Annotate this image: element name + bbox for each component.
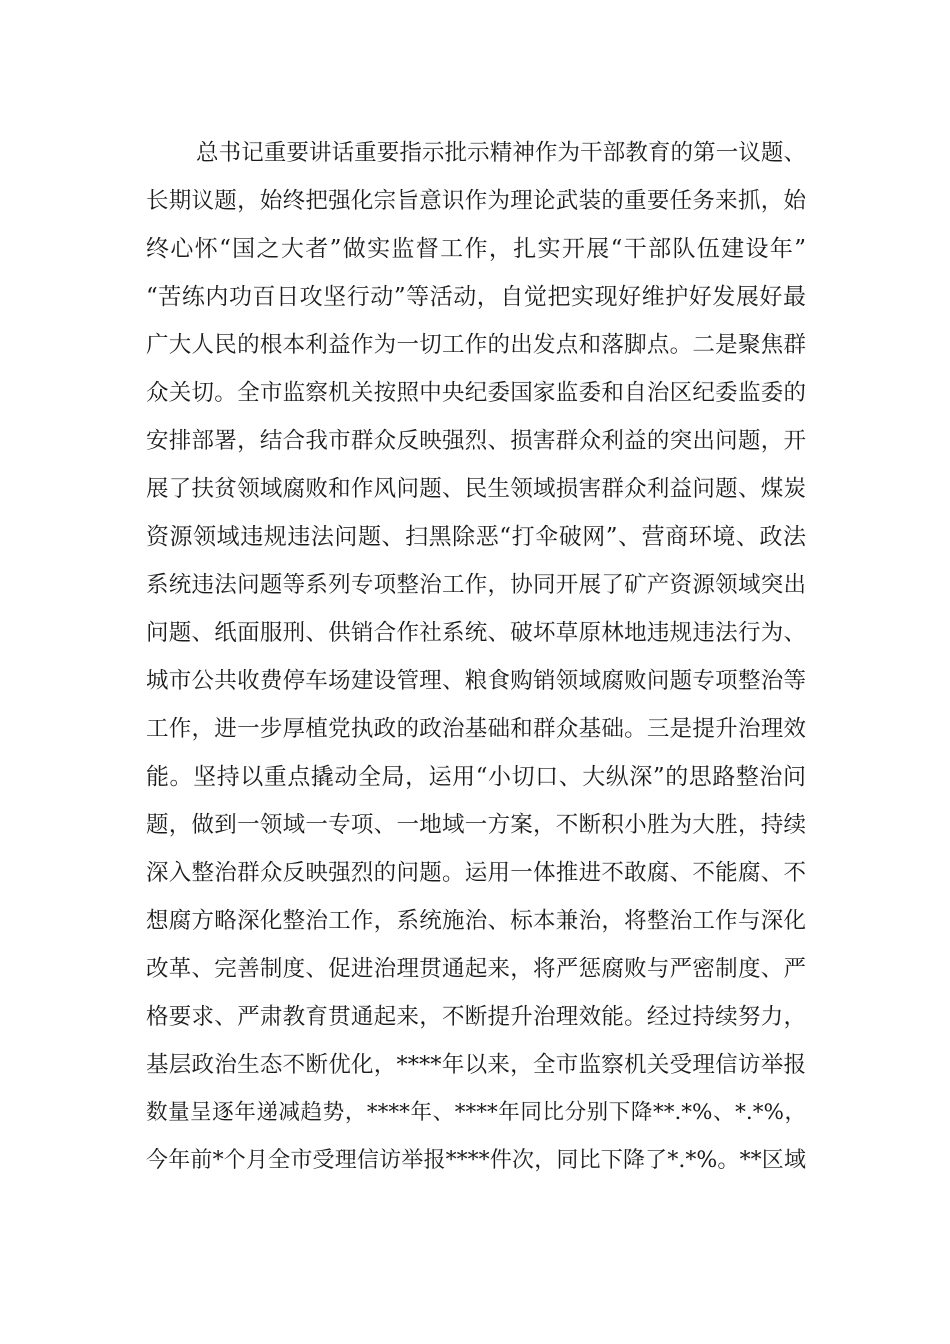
paragraph-line-2: 长期议题，始终把强化宗旨意识作为理论武装的重要任务来抓，始 (146, 188, 806, 214)
paragraph-line-14: 能。坚持以重点撬动全局，运用“小切口、大纵深”的思路整治问 (146, 764, 806, 790)
paragraph-line-21: 数量呈逐年递减趋势，****年、****年同比分别下降**.*%、*.*%， (146, 1100, 806, 1125)
paragraph-line-10: 系统违法问题等系列专项整治工作，协同开展了矿产资源领域突出 (146, 572, 806, 598)
paragraph-line-7: 安排部署，结合我市群众反映强烈、损害群众利益的突出问题，开 (146, 428, 806, 454)
paragraph-line-18: 改革、完善制度、促进治理贯通起来，将严惩腐败与严密制度、严 (146, 956, 806, 982)
paragraph-line-12: 城市公共收费停车场建设管理、粮食购销领域腐败问题专项整治等 (146, 668, 806, 694)
paragraph-line-19: 格要求、严肃教育贯通起来，不断提升治理效能。经过持续努力， (146, 1004, 806, 1030)
paragraph-line-11: 问题、纸面服刑、供销合作社系统、破坏草原林地违规违法行为、 (146, 620, 806, 646)
paragraph-line-13: 工作，进一步厚植党执政的政治基础和群众基础。三是提升治理效 (146, 716, 806, 742)
paragraph-line-5: 广大人民的根本利益作为一切工作的出发点和落脚点。二是聚焦群 (146, 332, 806, 358)
paragraph-line-20: 基层政治生态不断优化，****年以来，全市监察机关受理信访举报 (146, 1052, 806, 1078)
paragraph-line-6: 众关切。全市监察机关按照中央纪委国家监委和自治区纪委监委的 (146, 380, 806, 406)
paragraph-line-1: 总书记重要讲话重要指示批示精神作为干部教育的第一议题、 (196, 140, 806, 166)
paragraph-line-15: 题，做到一领域一专项、一地域一方案，不断积小胜为大胜，持续 (146, 812, 806, 838)
paragraph-line-17: 想腐方略深化整治工作，系统施治、标本兼治，将整治工作与深化 (146, 908, 806, 934)
paragraph-line-9: 资源领域违规违法问题、扫黑除恶“打伞破网”、营商环境、政法 (146, 524, 806, 550)
paragraph-line-8: 展了扶贫领域腐败和作风问题、民生领域损害群众利益问题、煤炭 (146, 476, 806, 502)
paragraph-line-22: 今年前*个月全市受理信访举报****件次，同比下降了*.*%。**区域 (146, 1148, 806, 1173)
paragraph-line-16: 深入整治群众反映强烈的问题。运用一体推进不敢腐、不能腐、不 (146, 860, 806, 886)
paragraph-line-4: “苦练内功百日攻坚行动”等活动，自觉把实现好维护好发展好最 (146, 284, 806, 310)
paragraph-line-3: 终心怀“国之大者”做实监督工作，扎实开展“干部队伍建设年” (146, 236, 806, 262)
